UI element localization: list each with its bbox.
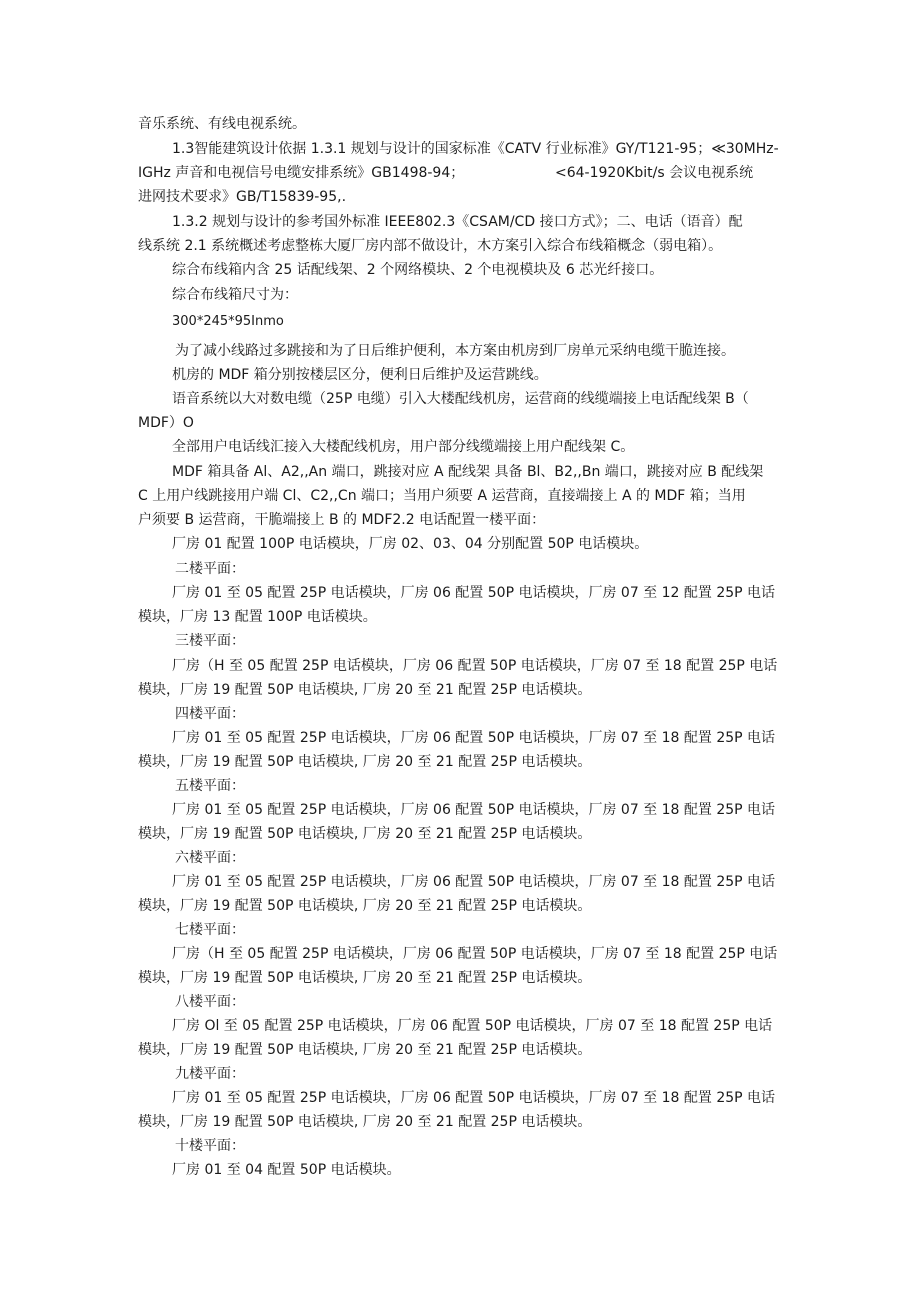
floor-heading: 七楼平面： (175, 922, 245, 938)
text-line: 语音系统以大对数电缆（25P 电缆）引入大楼配线机房，运营商的线缆端接上电话配线架 B（ (172, 391, 749, 407)
text-line: MDF）O (138, 415, 194, 431)
text-line: 模块，厂房 19 配置 50P 电话模块, 厂房 20 至 21 配置 25P 电话模块。 (138, 1042, 592, 1058)
text-line: 模块，厂房 19 配置 50P 电话模块, 厂房 20 至 21 配置 25P 电话模块。 (138, 826, 592, 842)
text-line: 厂房 01 至 05 配置 25P 电话模块，厂房 06 配置 50P 电话模块，厂房 07 至 18 配置 25P 电话 (172, 730, 776, 746)
text-line: 全部用户电话线汇接入大楼配线机房，用户部分线缆端接上用户配线架 C。 (172, 439, 635, 455)
text-line: <64-1920Kbit/s 会议电视系统 (555, 165, 754, 181)
text-line: 300*245*95Inmo (172, 314, 284, 329)
text-line: 户须要 B 运营商，干脆端接上 B 的 MDF2.2 电话配置一楼平面： (138, 512, 546, 528)
floor-heading: 六楼平面： (175, 850, 245, 866)
text-line: 线系统 2.1 系统概述考虑整栋大厦厂房内部不做设计，木方案引入综合布线箱概念（弱电箱）。 (138, 238, 723, 254)
text-line: 模块，厂房 19 配置 50P 电话模块, 厂房 20 至 21 配置 25P 电话模块。 (138, 682, 592, 698)
floor-heading: 四楼平面： (175, 706, 245, 722)
text-line: 厂房 01 至 05 配置 25P 电话模块，厂房 06 配置 50P 电话模块，厂房 07 至 18 配置 25P 电话 (172, 802, 776, 818)
text-line: 1.3智能建筑设计依据 1.3.1 规划与设计的国家标准《CATV 行业标准》GY/T121-95；≪30MHz- (172, 141, 779, 157)
text-line: 厂房（H 至 05 配置 25P 电话模块，厂房 06 配置 50P 电话模块，厂房 07 至 18 配置 25P 电话 (172, 658, 778, 674)
text-line: 1.3.2 规划与设计的参考国外标准 IEEE802.3《CSAM/CD 接口方式》；二、电话（语音）配 (172, 214, 743, 230)
text-line: 进网技术要求》GB/T15839-95,. (138, 189, 347, 205)
text-line: 厂房 01 至 05 配置 25P 电话模块，厂房 06 配置 50P 电话模块，厂房 07 至 18 配置 25P 电话 (172, 1090, 776, 1106)
text-line: 厂房（H 至 05 配置 25P 电话模块，厂房 06 配置 50P 电话模块，厂房 07 至 18 配置 25P 电话 (172, 946, 778, 962)
text-line: 为了减小线路过多跳接和为了日后维护便利，本方案由机房到厂房单元采纳电缆干脆连接。 (175, 343, 735, 359)
text-line: 模块，厂房 19 配置 50P 电话模块, 厂房 20 至 21 配置 25P 电话模块。 (138, 1114, 592, 1130)
text-line: 厂房 Ol 至 05 配置 25P 电话模块，厂房 06 配置 50P 电话模块，厂房 07 至 18 配置 25P 电话 (172, 1018, 773, 1034)
floor-heading: 二楼平面： (175, 561, 245, 577)
text-line: 厂房 01 至 05 配置 25P 电话模块，厂房 06 配置 50P 电话模块，厂房 07 至 12 配置 25P 电话 (172, 585, 776, 601)
text-line: 综合布线箱内含 25 话配线架、2 个网络模块、2 个电视模块及 6 芯光纤接口。 (172, 262, 664, 278)
text-line: 模块，厂房 19 配置 50P 电话模块, 厂房 20 至 21 配置 25P 电话模块。 (138, 754, 592, 770)
text-line: 厂房 01 配置 100P 电话模块，厂房 02、03、04 分别配置 50P 电话模块。 (172, 536, 649, 552)
floor-heading: 十楼平面： (175, 1138, 245, 1154)
text-line: MDF 箱具备 Al、A2,,An 端口，跳接对应 A 配线架 具备 Bl、B2,,Bn 端口，跳接对应 B 配线架 (172, 464, 764, 480)
floor-heading: 三楼平面： (175, 633, 245, 649)
text-line: C 上用户线跳接用户端 Cl、C2,,Cn 端口；当用户须要 A 运营商，直接端接上 A 的 MDF 箱；当用 (138, 488, 746, 504)
floor-heading: 九楼平面： (175, 1066, 245, 1082)
text-line: 机房的 MDF 箱分别按楼层区分，便利日后维护及运营跳线。 (172, 367, 548, 383)
text-line: 音乐系统、有线电视系统。 (138, 116, 306, 132)
text-line: 模块，厂房 13 配置 100P 电话模块。 (138, 609, 377, 625)
text-line: 模块，厂房 19 配置 50P 电话模块, 厂房 20 至 21 配置 25P 电话模块。 (138, 970, 592, 986)
text-line: 模块，厂房 19 配置 50P 电话模块, 厂房 20 至 21 配置 25P 电话模块。 (138, 898, 592, 914)
floor-heading: 八楼平面： (175, 994, 245, 1010)
text-line: 综合布线箱尺寸为： (172, 287, 298, 303)
text-line: 厂房 01 至 04 配置 50P 电话模块。 (172, 1162, 401, 1178)
text-line: IGHz 声音和电视信号电缆安排系统》GB1498-94； (138, 165, 465, 181)
text-line: 厂房 01 至 05 配置 25P 电话模块，厂房 06 配置 50P 电话模块，厂房 07 至 18 配置 25P 电话 (172, 874, 776, 890)
floor-heading: 五楼平面： (175, 778, 245, 794)
